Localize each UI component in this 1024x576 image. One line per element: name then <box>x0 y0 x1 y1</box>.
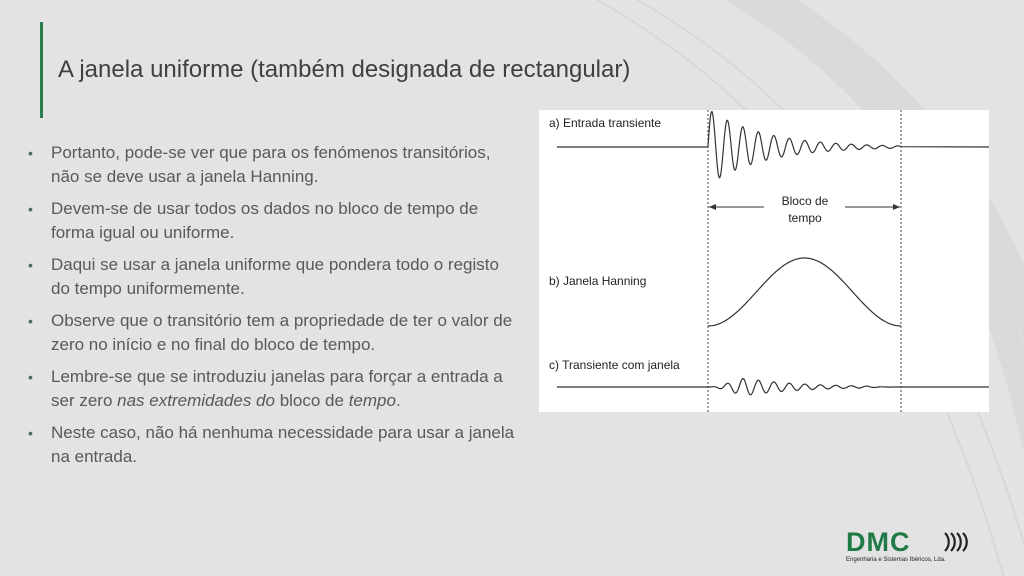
logo-wordmark: DMC <box>846 527 911 557</box>
bullet-text: Daqui se usar a janela uniforme que pondera todo o registo do tempo uniformemente. <box>51 255 499 298</box>
hanning-window-curve <box>708 258 901 326</box>
bullet-item <box>26 197 516 245</box>
label-time-block-line2: tempo <box>788 211 822 225</box>
logo-waves-icon <box>942 530 972 554</box>
bullet-text: Neste caso, não há nenhuma necessidade para usar a janela na entrada. <box>51 423 515 466</box>
bullet-dot-icon: • <box>28 369 33 385</box>
bullet-dot-icon: • <box>28 313 33 329</box>
windowed-transient-curve <box>557 379 989 395</box>
bullet-dot-icon: • <box>28 257 33 273</box>
bullet-item <box>26 365 516 413</box>
bullet-dot-icon: • <box>28 201 33 217</box>
emphasis-text: tempo <box>348 391 396 410</box>
arrow-left-icon <box>709 204 716 210</box>
label-transient-input: a) Entrada transiente <box>549 116 662 130</box>
diagram-svg <box>539 110 989 412</box>
emphasis-text: nas extremidades do <box>117 391 275 410</box>
bullet-item <box>26 253 516 301</box>
bullet-text: Lembre-se que se introduziu janelas para forçar a entrada a ser zero nas extremidades do bloco de tempo. <box>51 367 503 410</box>
bullet-dot-icon: • <box>28 145 33 161</box>
bullet-list <box>26 141 516 477</box>
arrow-right-icon <box>893 204 900 210</box>
transient-window-diagram <box>539 110 989 412</box>
bullet-item <box>26 421 516 469</box>
company-logo <box>846 528 976 566</box>
bullet-text: Portanto, pode-se ver que para os fenómenos transitórios, não se deve usar a janela Hanning. <box>51 143 491 186</box>
logo-subtitle: Engenharia e Sistemas Ibéricos, Lda. <box>846 557 946 563</box>
label-windowed-transient: c) Transiente com janela <box>549 358 680 372</box>
bullet-dot-icon: • <box>28 425 33 441</box>
label-hanning-window: b) Janela Hanning <box>549 274 647 288</box>
bullet-text: Observe que o transitório tem a propriedade de ter o valor de zero no início e no final do bloco de tempo. <box>51 311 513 354</box>
label-time-block-line1: Bloco de <box>781 194 829 208</box>
title-accent-bar <box>40 22 43 118</box>
bullet-item <box>26 309 516 357</box>
bullet-item <box>26 141 516 189</box>
slide-title: A janela uniforme (também designada de rectangular) <box>58 56 631 83</box>
bullet-text: Devem-se de usar todos os dados no bloco de tempo de forma igual ou uniforme. <box>51 199 479 242</box>
